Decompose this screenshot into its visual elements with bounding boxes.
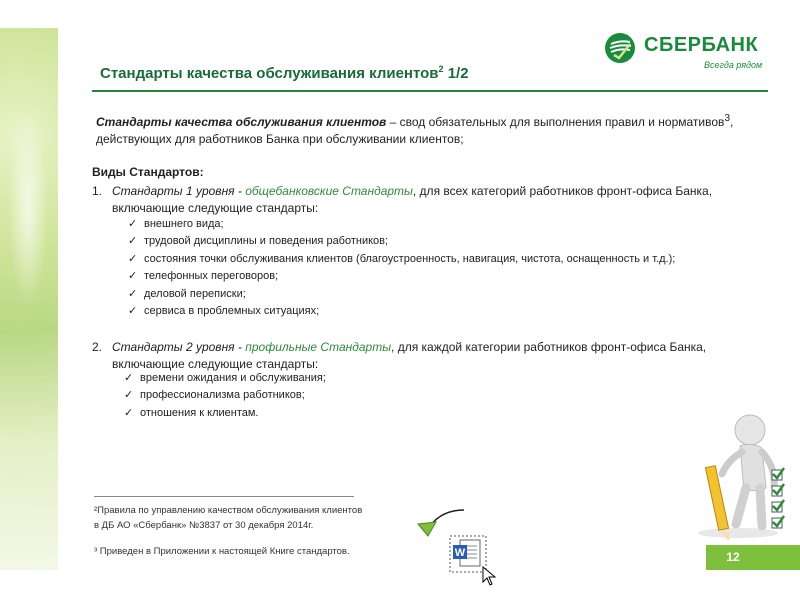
level-1-item — [92, 183, 752, 217]
list-item: ✓ внешнего вида; — [128, 216, 675, 233]
level-1-checklist — [128, 216, 675, 320]
page-title — [100, 64, 469, 82]
list-item: ✓ времени ожидания и обслуживания; — [124, 370, 326, 387]
mouse-cursor-icon — [482, 566, 498, 586]
title-text: Стандарты качества обслуживания клиентов — [100, 65, 439, 82]
level-rest: , для всех категорий работников фронт-офиса Банка, включающие следующие стандарты: — [112, 184, 713, 215]
list-item: ✓ трудовой дисциплины и поведения работников; — [128, 233, 675, 250]
checkmark-icon: ✓ — [128, 305, 138, 318]
brand-slogan: Всегда рядом — [704, 60, 763, 70]
level-highlight: общебанковские Стандарты — [245, 184, 413, 198]
level-2-checklist — [124, 370, 326, 422]
list-item: ✓ отношения к клиентам. — [124, 405, 326, 422]
title-suffix: 1/2 — [443, 65, 469, 82]
kinds-heading: Виды Стандартов: — [92, 165, 204, 179]
list-item: ✓ состояния точки обслуживания клиентов (благоустроенность, навигация, чистота, оснащенность и т.д.); — [128, 251, 675, 268]
footnote-divider — [94, 496, 354, 497]
level-lead: Стандарты 2 уровня - — [112, 340, 246, 354]
checkmark-icon: ✓ — [128, 235, 138, 248]
level-number: 1. — [92, 184, 103, 198]
intro-term: Стандарты качества обслуживания клиентов — [96, 115, 387, 129]
title-footnote-mark: 2 — [438, 64, 444, 74]
sberbank-logo — [604, 30, 774, 74]
intro-paragraph — [96, 110, 736, 148]
brand-name: СБЕРБАНК — [644, 34, 759, 56]
level-2-item — [92, 339, 752, 373]
sberbank-logo-icon — [604, 32, 636, 64]
list-item: ✓ профессионализма работников; — [124, 387, 326, 404]
checkmark-icon: ✓ — [124, 372, 134, 384]
footnote-2-line-1: ²Правила по управлению качеством обслуживания клиентов — [94, 505, 363, 516]
checkmark-icon: ✓ — [128, 218, 138, 230]
svg-text:W: W — [454, 547, 466, 559]
level-highlight: профильные Стандарты — [245, 340, 392, 354]
list-item: ✓ сервиса в проблемных ситуациях; — [128, 303, 675, 320]
intro-definition-a: – свод обязательных для выполнения правил и нормативов — [386, 115, 725, 129]
checkmark-icon: ✓ — [128, 252, 138, 265]
intro-definition-b: , действующих для работников Банка при обслуживании клиентов; — [96, 115, 734, 146]
page-number: 12 — [726, 550, 740, 564]
list-item: ✓ телефонных переговоров; — [128, 268, 675, 285]
title-divider — [92, 90, 768, 92]
figure-checklist-icon — [676, 408, 800, 540]
checkmark-icon: ✓ — [128, 270, 138, 283]
level-lead: Стандарты 1 уровня - — [112, 184, 246, 198]
intro-footnote-mark: 3 — [724, 113, 730, 124]
checkmark-icon: ✓ — [128, 287, 138, 300]
footnote-2-line-2: в ДБ АО «Сбербанк» №3837 от 30 декабря 2014г. — [94, 520, 314, 531]
list-item: ✓ деловой переписки; — [128, 286, 675, 303]
footnote-3: ³ Приведен в Приложении к настоящей Книге стандартов. — [94, 546, 350, 557]
level-number: 2. — [92, 340, 103, 354]
checkmark-icon: ✓ — [124, 406, 134, 419]
checkmark-icon: ✓ — [124, 389, 134, 402]
side-decoration — [0, 28, 58, 570]
level-rest: , для каждой категории работников фронт-офиса Банка, включающие следующие стандарты: — [112, 340, 707, 371]
